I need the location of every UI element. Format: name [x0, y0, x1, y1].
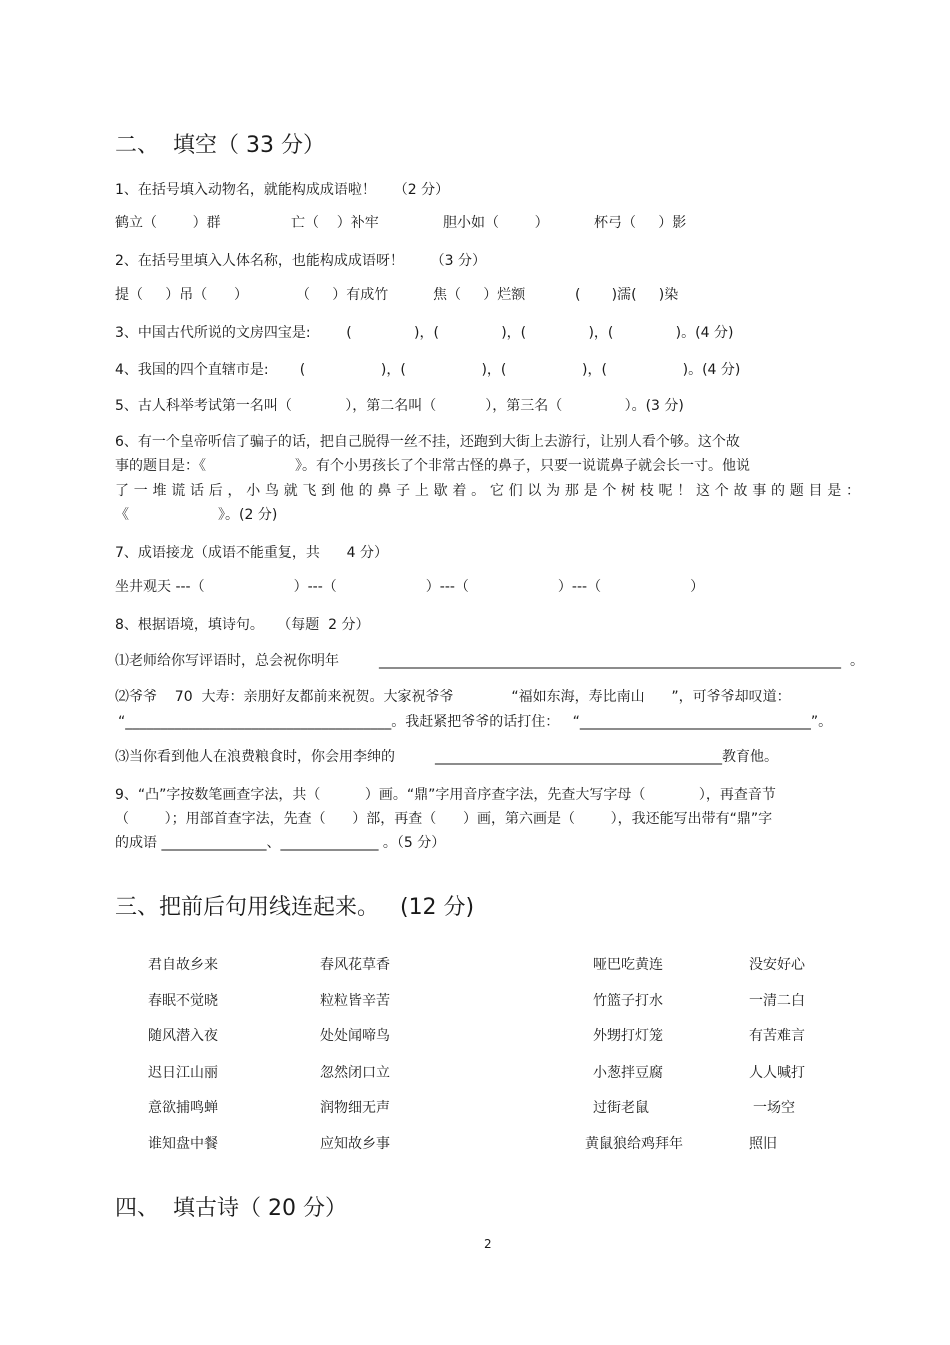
q6-line4: 《 》。(2 分) — [115, 507, 278, 523]
match-item: 外甥打灯笼 — [593, 1028, 663, 1044]
match-item: 一场空 — [753, 1100, 795, 1116]
q6-line3: 了一堆谎话后，小鸟就飞到他的鼻子上歇着。它们以为那是个树枝呢！这个故事的题目是： — [115, 483, 860, 499]
q1-item: 胆小如（ ） — [443, 215, 549, 231]
page-number: 2 — [484, 1237, 492, 1251]
q6-line2: 事的题目是：《 》。有个小男孩长了个非常古怪的鼻子，只要一说谎鼻子就会长一寸。他说 — [115, 458, 751, 474]
match-item: 春眠不觉晓 — [148, 993, 218, 1009]
match-item: 君自故乡来 — [148, 957, 218, 973]
q2-item: 提（ ）吊（ ） — [115, 287, 248, 303]
match-item: 竹篮子打水 — [593, 993, 663, 1009]
match-item: 照旧 — [749, 1136, 777, 1152]
q9-line2: （ ）；用部首查字法，先查（ ）部，再查（ ）画，第六画是（ ），我还能写出带有“鼎”字 — [115, 811, 773, 827]
match-item: 处处闻啼鸟 — [320, 1028, 390, 1044]
match-item: 粒粒皆辛苦 — [320, 993, 390, 1009]
match-item: 迟日江山丽 — [148, 1065, 218, 1081]
q2-title: 2、在括号里填入人体名称，也能构成成语呀！ （3 分） — [115, 253, 486, 269]
q1-title: 1、在括号填入动物名，就能构成成语啦！ （2 分） — [115, 182, 450, 198]
q5-line: 5、古人科举考试第一名叫（ ），第二名叫（ ），第三名（ ）。(3 分) — [115, 398, 684, 414]
q1-item: 杯弓（ ）影 — [594, 215, 687, 231]
q1-item: 鹤立（ ）群 — [115, 215, 221, 231]
q8-sentence2a: ⑵爷爷 70 大寿：亲朋好友都前来祝贺。大家祝爷爷 “福如东海，寿比南山 ”，可爷爷却叹道： — [115, 689, 791, 705]
match-item: 人人喊打 — [749, 1065, 805, 1081]
section2-heading: 二、 填空（ 33 分） — [115, 133, 325, 158]
q8-title: 8、根据语境，填诗句。 （每题 2 分） — [115, 617, 370, 633]
match-item: 过街老鼠 — [593, 1100, 649, 1116]
match-item: 一清二白 — [749, 993, 805, 1009]
q1-item: 亡（ ）补牢 — [291, 215, 379, 231]
q2-item: ( )濡( )染 — [575, 287, 679, 303]
match-item: 意欲捕鸣蝉 — [148, 1100, 218, 1116]
match-item: 春风花草香 — [320, 957, 390, 973]
q7-chain: 坐井观天 ---（ ）---（ ）---（ ）---（ ） — [115, 579, 705, 595]
match-item: 润物细无声 — [320, 1100, 390, 1116]
q4-line: 4、我国的四个直辖市是: ( )，( )，( )，( )。(4 分) — [115, 362, 741, 378]
match-item: 黄鼠狼给鸡拜年 — [585, 1136, 683, 1152]
match-item: 忽然闭口立 — [320, 1065, 390, 1081]
q9-line1: 9、“凸”字按数笔画查字法，共（ ）画。“鼎”字用音序查字法，先查大写字母（ ），再查音节 — [115, 787, 776, 803]
q8-sentence2b: “______________________________________。我赶紧把爷爷的话打住： “_________________________________”。 — [118, 714, 833, 730]
match-item: 有苦难言 — [749, 1028, 805, 1044]
q3-line: 3、中国古代所说的文房四宝是: ( )，( )，( )，( )。(4 分) — [115, 325, 734, 341]
q2-item: （ ）有成竹 — [296, 287, 389, 303]
q8-sentence3: ⑶当你看到他人在浪费粮食时，你会用李绅的 _________________________________________教育他。 — [115, 749, 779, 765]
match-item: 随风潜入夜 — [148, 1028, 218, 1044]
match-item: 小葱拌豆腐 — [593, 1065, 663, 1081]
q9-line3: 的成语 _______________、______________ 。（5 分） — [115, 835, 446, 851]
q7-title: 7、成语接龙（成语不能重复，共 4 分） — [115, 545, 388, 561]
q8-sentence1: ⑴老师给你写评语时，总会祝你明年 __________________________________________________________________ 。 — [115, 653, 864, 669]
match-item: 没安好心 — [749, 957, 805, 973]
match-item: 谁知盘中餐 — [148, 1136, 218, 1152]
section3-heading: 三、把前后句用线连起来。 (12 分) — [115, 895, 475, 920]
q2-item: 焦（ ）烂额 — [433, 287, 526, 303]
section4-heading: 四、 填古诗（ 20 分） — [115, 1196, 347, 1221]
match-item: 哑巴吃黄连 — [593, 957, 663, 973]
q6-line1: 6、有一个皇帝听信了骗子的话，把自己脱得一丝不挂，还跑到大街上去游行，让别人看个够。这个故 — [115, 434, 740, 450]
match-item: 应知故乡事 — [320, 1136, 390, 1152]
